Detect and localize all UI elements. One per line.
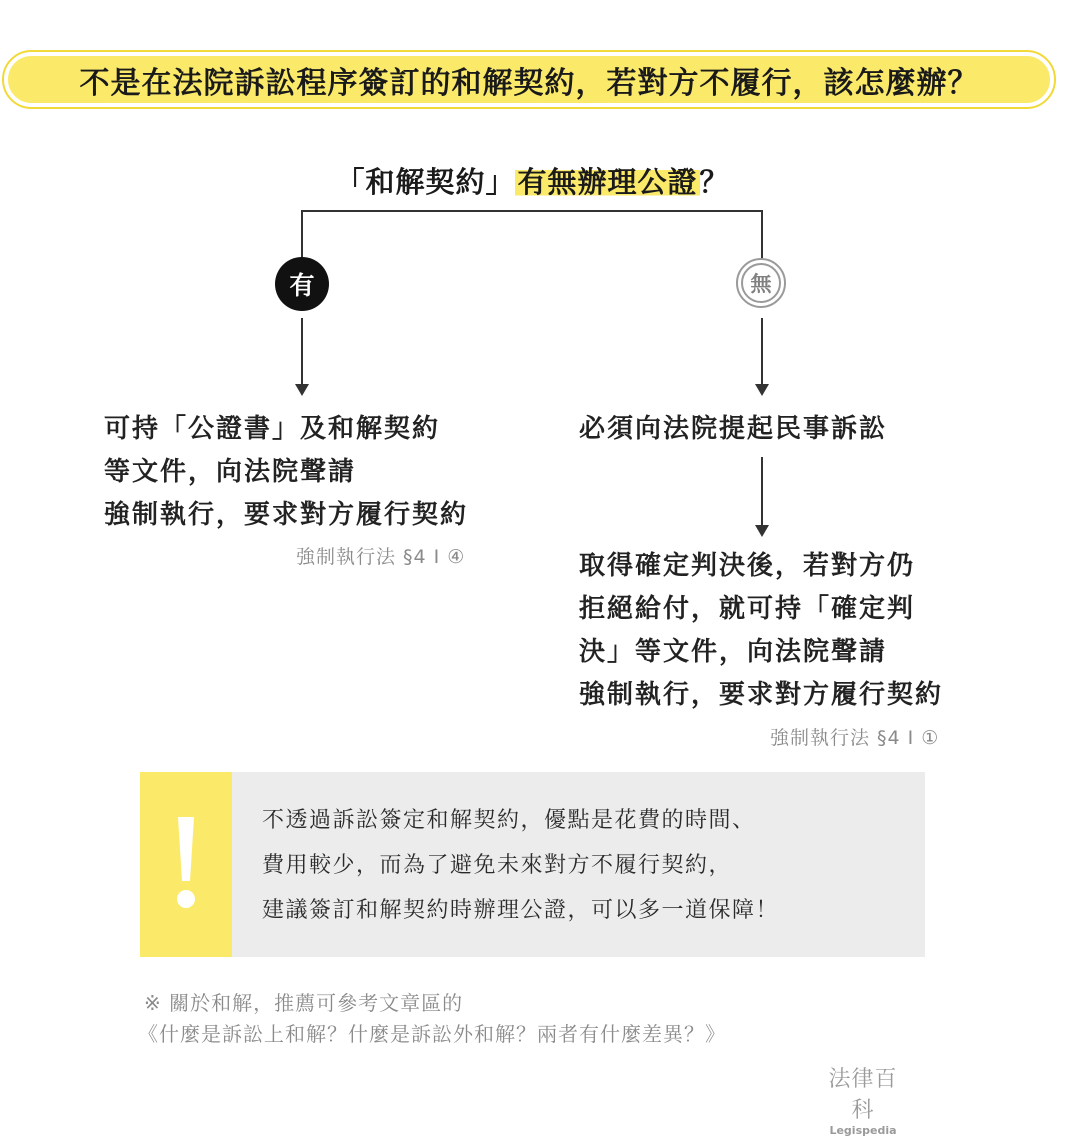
- question-suffix: ？: [699, 165, 730, 199]
- no-arrow-2-shaft: [761, 457, 763, 527]
- logo-en: Legispedia: [829, 1124, 897, 1137]
- no-step-1: 必須向法院提起民事訴訟: [579, 414, 888, 444]
- decision-question: [0, 160, 1065, 201]
- no-arrow-shaft: [761, 318, 763, 386]
- question-highlight: 有無辦理公證: [517, 165, 698, 199]
- legispedia-logo: [826, 1062, 900, 1137]
- no-badge: [736, 258, 786, 308]
- yes-arrow-head: [295, 384, 309, 396]
- note-text: [262, 798, 779, 933]
- yes-badge-label: 有: [289, 271, 315, 300]
- no-line-4: 強制執行，要求對方履行契約: [579, 680, 944, 710]
- branch-connector-left: [301, 210, 303, 258]
- yes-line-2: 等文件，向法院聲請: [104, 457, 357, 487]
- no-branch-text: [579, 545, 943, 717]
- question-prefix: 「和解契約」: [335, 165, 516, 199]
- no-arrow-2-head: [755, 525, 769, 537]
- no-badge-label: 無: [750, 272, 772, 296]
- no-arrow-head: [755, 384, 769, 396]
- footnote-link[interactable]: 《什麼是訴訟上和解？什麼是訴訟外和解？兩者有什麼差異？》: [138, 1022, 726, 1046]
- footnote-line-1: ※ 關於和解，推薦可參考文章區的: [144, 991, 464, 1015]
- exclamation-icon: [140, 815, 232, 915]
- branch-connector-right: [761, 210, 763, 258]
- no-line-2: 拒絕給付，就可持「確定判: [579, 594, 916, 624]
- yes-arrow-shaft: [301, 318, 303, 386]
- note-line-2: 費用較少，而為了避免未來對方不履行契約，: [262, 853, 733, 878]
- branch-connector-horizontal: [301, 210, 763, 212]
- footnote: [138, 988, 726, 1050]
- title-banner: [4, 52, 1054, 107]
- no-citation: 強制執行法 §4 I ①: [770, 727, 940, 749]
- no-line-3: 決」等文件，向法院聲請: [579, 637, 888, 667]
- no-line-1: 取得確定判決後，若對方仍: [579, 551, 916, 581]
- yes-branch-text: [104, 408, 468, 537]
- yes-line-1: 可持「公證書」及和解契約: [104, 414, 441, 444]
- yes-line-3: 強制執行，要求對方履行契約: [104, 500, 469, 530]
- note-line-1: 不透過訴訟簽定和解契約，優點是花費的時間、: [262, 808, 756, 833]
- yes-badge: [275, 257, 329, 311]
- page-title: 不是在法院訴訟程序簽訂的和解契約，若對方不履行，該怎麼辦？: [79, 65, 979, 101]
- logo-zh: 法律百科: [828, 1067, 898, 1123]
- note-line-3: 建議簽訂和解契約時辦理公證，可以多一道保障！: [262, 898, 780, 923]
- yes-citation: 強制執行法 §4 I ④: [296, 546, 466, 568]
